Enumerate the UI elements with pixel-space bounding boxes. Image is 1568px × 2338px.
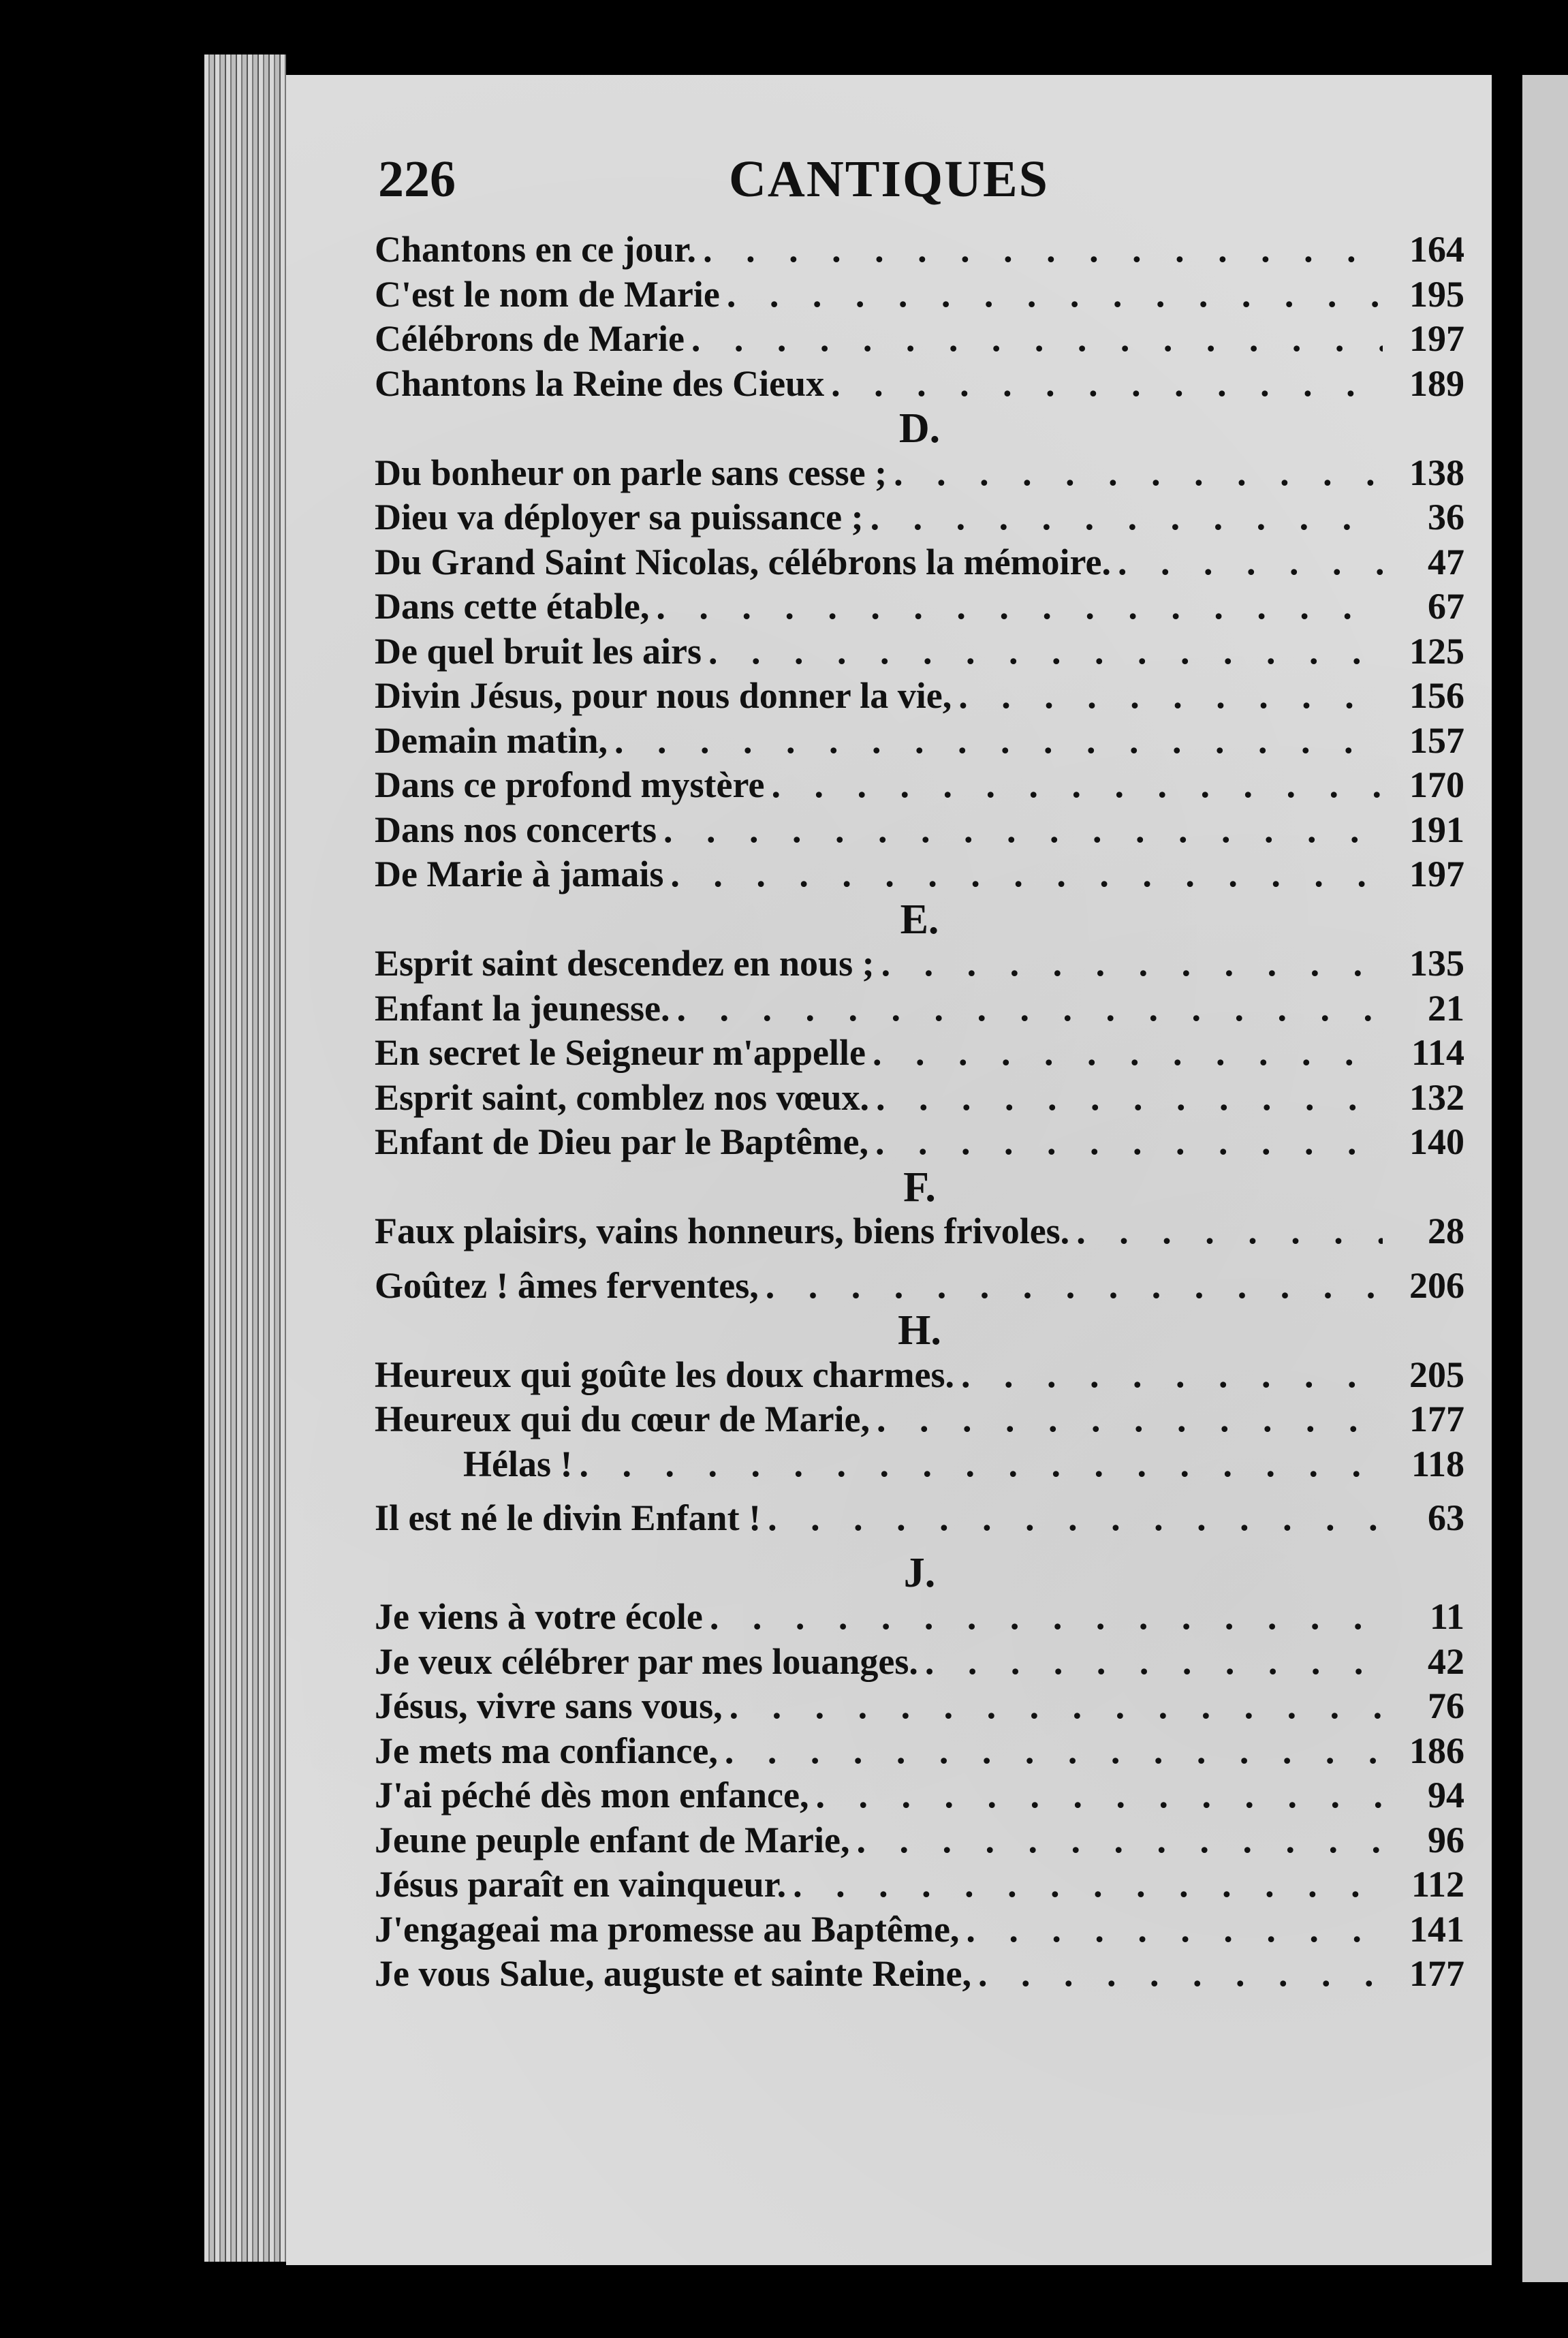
entry-page-number: 28 [1428,1211,1464,1251]
dot-leader [656,585,1383,627]
index-entry [375,1863,1464,1908]
entry-title: J'engageai ma promesse au Baptême, [375,1908,960,1950]
dot-leader [768,1497,1383,1539]
entry-title: Il est né le divin Enfant ! [375,1497,762,1538]
entry-page-number: 164 [1409,229,1464,270]
entry-page-number: 118 [1411,1443,1464,1484]
entry-title: En secret le Seigneur m'appelle [375,1032,866,1073]
entry-page-number: 94 [1428,1775,1464,1815]
entry-title: Jésus paraît en vainqueur. [375,1864,787,1905]
entry-title: Je viens à votre école [375,1596,703,1637]
dot-leader [670,853,1383,895]
index-entry [375,317,1464,362]
dot-leader [875,1121,1383,1163]
dot-leader [766,1264,1383,1307]
entry-title: Jeune peuple enfant de Marie, [375,1819,850,1860]
entry-page-number: 177 [1409,1399,1464,1439]
page-header [286,150,1492,211]
entry-page-number: 138 [1409,452,1464,493]
entry-page-number: 132 [1409,1076,1464,1118]
index-entry [375,1730,1464,1775]
section-letter: E. [900,896,939,943]
dot-leader [831,362,1383,405]
entry-page-number: 67 [1428,586,1464,627]
entry-title: Dieu va déployer sa puissance ; [375,497,864,537]
index-entry [375,1443,1464,1488]
entry-title: Jésus, vivre sans vous, [375,1685,723,1726]
entry-title: Je vous Salue, auguste et sainte Reine, [375,1953,971,1994]
index-entry [375,1121,1464,1166]
entry-title: Dans nos concerts [375,809,657,850]
section-letter: J. [903,1549,936,1596]
dot-leader [1076,1210,1383,1252]
index-entry [375,452,1464,497]
index-entry [375,585,1464,630]
section-letter: F. [903,1164,936,1211]
dot-leader [894,452,1383,494]
dot-leader [881,942,1383,984]
entry-page-number: 63 [1428,1497,1464,1538]
dot-leader [579,1443,1383,1485]
entry-page-number: 125 [1409,630,1464,672]
entry-title: Hélas ! [463,1443,573,1484]
entry-page-number: 42 [1428,1640,1464,1682]
index-entry [375,362,1464,407]
running-title: CANTIQUES [729,151,1049,208]
dot-leader [727,273,1383,315]
entry-page-number: 157 [1409,719,1464,761]
entry-page-number: 11 [1429,1596,1464,1637]
index-entry [375,1640,1464,1685]
entry-page-number: 47 [1428,541,1464,582]
entry-title: Faux plaisirs, vains honneurs, biens frivoles. [375,1211,1070,1251]
entry-page-number: 112 [1411,1864,1464,1905]
index-entry [375,942,1464,987]
entry-title: Esprit saint descendez en nous ; [375,943,875,984]
entry-title: Je veux célébrer par mes louanges. [375,1640,918,1682]
entry-page-number: 170 [1409,764,1464,805]
dot-leader [793,1863,1383,1905]
entry-title: Esprit saint, comblez nos vœux. [375,1076,870,1118]
section-letter: D. [898,405,941,452]
index-entry [375,1076,1464,1121]
dot-leader [710,1595,1383,1638]
index-entry [375,1264,1464,1309]
index-entry [375,1774,1464,1819]
dot-leader [925,1640,1383,1683]
index-entry [375,273,1464,318]
index-entry [375,1497,1464,1542]
index-entry [375,1398,1464,1443]
index-entry [375,1210,1464,1255]
entry-page-number: 195 [1409,273,1464,315]
dot-leader [708,630,1383,672]
entry-page-number: 205 [1409,1354,1464,1395]
index-entry [375,1952,1464,1997]
dot-leader [871,496,1383,538]
dot-leader [966,1908,1383,1950]
book-page [286,75,1492,2265]
entry-title: Enfant de Dieu par le Baptême, [375,1121,868,1162]
entry-page-number: 135 [1409,943,1464,984]
index-entry [375,674,1464,719]
entry-page-number: 141 [1409,1908,1464,1950]
entry-page-number: 76 [1428,1685,1464,1726]
dot-leader [877,1398,1383,1440]
index-entry [375,1685,1464,1730]
section-letter: H. [898,1307,941,1354]
entry-title: De Marie à jamais [375,854,664,894]
dot-leader [771,764,1383,806]
entry-title: Demain matin, [375,719,608,761]
entry-page-number: 36 [1428,497,1464,537]
index-entry [375,853,1464,898]
entry-title: Du Grand Saint Nicolas, célébrons la mémoire. [375,541,1111,582]
index-entry [375,541,1464,586]
entry-page-number: 186 [1409,1730,1464,1771]
entry-page-number: 189 [1409,362,1464,404]
index-entry [375,809,1464,854]
dot-leader [703,228,1383,270]
index-entry [375,1595,1464,1640]
dot-leader [856,1819,1383,1861]
entry-title: Heureux qui goûte les doux charmes. [375,1354,955,1395]
dot-leader [614,719,1383,762]
dot-leader [1118,541,1383,583]
page-number: 226 [378,151,456,208]
entry-page-number: 197 [1409,318,1464,359]
index-entry [375,987,1464,1032]
entry-page-number: 114 [1411,1032,1464,1073]
entry-title: C'est le nom de Marie [375,273,720,315]
dot-leader [725,1730,1383,1772]
entry-title: J'ai péché dès mon enfance, [375,1775,809,1815]
index-entry [375,1354,1464,1399]
entry-page-number: 177 [1409,1953,1464,1994]
entry-title: Du bonheur on parle sans cesse ; [375,452,888,493]
dot-leader [958,674,1383,717]
index-entry [375,719,1464,764]
entry-page-number: 96 [1428,1819,1464,1860]
dot-leader [730,1685,1383,1727]
entry-title: Je mets ma confiance, [375,1730,718,1771]
dot-leader [677,987,1383,1029]
entry-title: Enfant la jeunesse. [375,987,670,1029]
index-entry [375,764,1464,809]
dot-leader [978,1952,1383,1995]
entry-title: De quel bruit les airs [375,630,702,672]
index-entry [375,1031,1464,1076]
entry-page-number: 197 [1409,854,1464,894]
dot-leader [876,1076,1383,1119]
entry-title: Chantons la Reine des Cieux [375,362,825,404]
entry-title: Heureux qui du cœur de Marie, [375,1399,871,1439]
entry-title: Goûtez ! âmes ferventes, [375,1264,759,1306]
index-entry [375,630,1464,675]
facing-page-edge [1522,75,1568,2282]
dot-leader [663,809,1383,851]
entry-title: Divin Jésus, pour nous donner la vie, [375,675,952,716]
dot-leader [873,1031,1383,1074]
entry-page-number: 21 [1428,987,1464,1029]
entry-page-number: 206 [1409,1264,1464,1306]
index-entry [375,1819,1464,1864]
dot-leader [961,1354,1383,1396]
entry-page-number: 140 [1409,1121,1464,1162]
entry-title: Célébrons de Marie [375,318,685,359]
entry-page-number: 191 [1409,809,1464,850]
entry-title: Dans ce profond mystère [375,764,765,805]
page-edges [204,54,286,2262]
dot-leader [691,317,1383,360]
entry-title: Dans cette étable, [375,586,650,627]
entry-page-number: 156 [1409,675,1464,716]
dot-leader [815,1774,1383,1816]
entry-title: Chantons en ce jour. [375,229,697,270]
index-entry [375,496,1464,541]
index-entry [375,228,1464,273]
index-entry [375,1908,1464,1953]
index-list [375,228,1464,1997]
